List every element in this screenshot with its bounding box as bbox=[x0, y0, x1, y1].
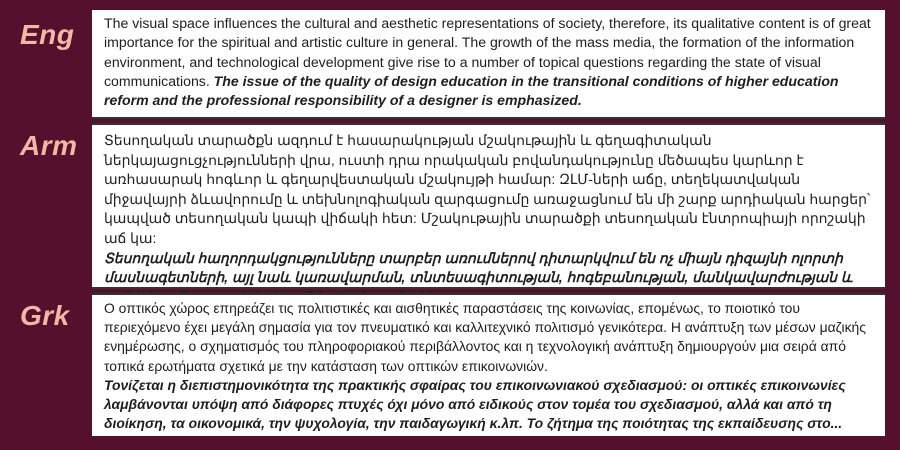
panel-grk bbox=[92, 293, 885, 436]
panel-arm bbox=[92, 123, 885, 289]
eng-emphasis: The issue of the quality of design education in the transitional conditions of higher education reform and the professional responsibility of a designer is emphasized. bbox=[104, 72, 839, 109]
grk-body: Ο οπτικός χώρος επηρεάζει τις πολιτιστικές και αισθητικές παραστάσεις της κοινωνίας, επομένως, το ποιοτικό του περιεχόμενο έχει μεγάλη σημασία για τον πνευματικό και καλλιτεχνικό πολιτισμό γενικότερα. Η ανάπτυξη των μέσων μαζικής ενημέρωσης, ο σχηματισμός του πληροφοριακού περιβάλλοντος και η τεχνολογική ανάπτυξη δημιουργούν μια σειρά από τοπικά ερωτήματα σχετικά με την κατάσταση των οπτικών επικοινωνιών. bbox=[104, 300, 866, 374]
eng-body: The visual space influences the cultural and aesthetic representations of society, therefore, its qualitative content is of great importance for the spiritual and artistic culture in general. The growth of the mass media, the formation of the information environment, and technological development give rise to a number of topical questions regarding the state of visual communications. bbox=[104, 15, 871, 89]
panel-eng bbox=[92, 10, 885, 119]
grk-emphasis: Τονίζεται η διεπιστημονικότητα της πρακτικής σφαίρας του επικοινωνιακού σχεδιασμού: οι οπτικές επικοινωνίες λαμβάνονται υπόψη από διάφορες πτυχές όχι μόνο από ειδικούς στον τομέα του σχεδιασμού, αλλά και από τη διοίκηση, τα οικονομικά, την ψυχολογία, την παιδαγωγική κ.λπ. Το ζήτημα της ποιότητας της εκπαίδευσης στο... bbox=[104, 376, 846, 432]
arm-body: Տեսողական տարածքն ազդում է հասարակության մշակութային և գեղագիտական ներկայացուցչությունների վրա, ուստի դրա որակական բովանդակությունը մեծապես կարևոր է առհասարակ հոգևոր և գեղարվեստական մշակույթի համար: ԶԼՄ-ների աճը, տեղեկատվական միջավայրի ձևավորումը և տեխնոլոգիական զարգացումը առաջացնում են մի շարք արդիական հարցեր՝ կապված տեսողական կապի վիճակի հետ: Մշակութային տարածքի տեսողական էնտրոպիայի որոշակի աճ կա: bbox=[104, 132, 871, 246]
eng-text bbox=[104, 14, 877, 110]
label-grk: Grk bbox=[20, 300, 70, 331]
label-arm: Arm bbox=[20, 130, 78, 161]
label-eng: Eng bbox=[20, 19, 75, 50]
arm-emphasis: Տեսողական հաղորդակցությունները տարբեր առումներով դիտարկվում են ոչ միայն դիզայնի ոլորտի մասնագետների, այլ նաև կառավարման, տնտեսագիտության, հոգեբանության, մանկավարժության և bbox=[104, 249, 853, 286]
